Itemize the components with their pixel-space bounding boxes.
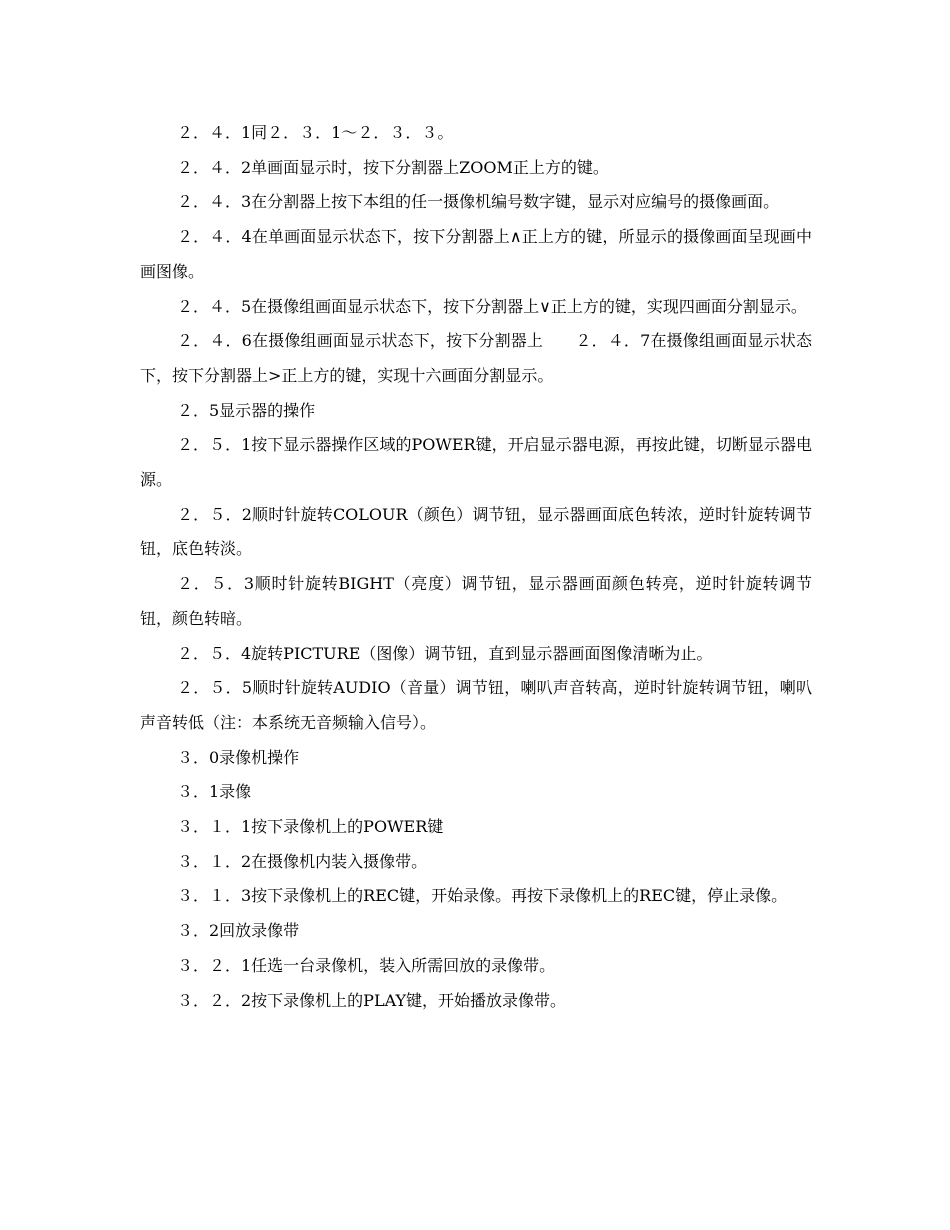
paragraph-2-5-4: ２．５．4旋转PICTURE（图像）调节钮，直到显示器画面图像清晰为止。 xyxy=(177,643,713,663)
section-heading-3-1: ３．1录像 xyxy=(177,782,252,802)
section-heading-3-0: ３．0录像机操作 xyxy=(177,747,300,767)
paragraph-2-4-6: ２．４．6在摄像组画面显示状态下，按下分割器上 ２．４．7在摄像组画面显示状态下，按下分割器上>正上方的键，实现十六画面分割显示。 xyxy=(140,331,812,385)
paragraph-3-1-1: ３．１．1按下录像机上的POWER键 xyxy=(177,817,444,837)
paragraph-3-1-3: ３．１．3按下录像机上的REC键，开始录像。再按下录像机上的REC键，停止录像。 xyxy=(177,886,788,906)
paragraph-3-2-1: ３．２．1任选一台录像机，装入所需回放的录像带。 xyxy=(177,955,556,975)
paragraph-2-4-5: ２．４．5在摄像组画面显示状态下，按下分割器上∨正上方的键，实现四画面分割显示。 xyxy=(177,296,807,316)
paragraph-2-4-3: ２．４．3在分割器上按下本组的任一摄像机编号数字键，显示对应编号的摄像画面。 xyxy=(177,192,780,212)
paragraph-2-5-5: ２．５．5顺时针旋转AUDIO（音量）调节钮，喇叭声音转高，逆时针旋转调节钮，喇叭声音转低（注：本系统无音频输入信号）。 xyxy=(140,678,812,732)
paragraph-2-5-3: ２．５．3顺时针旋转BIGHT（亮度）调节钮，显示器画面颜色转亮，逆时针旋转调节钮，颜色转暗。 xyxy=(140,574,812,628)
paragraph-3-1-2: ３．１．2在摄像机内装入摄像带。 xyxy=(177,851,428,871)
section-heading-3-2: ３．2回放录像带 xyxy=(177,921,300,941)
paragraph-2-4-2: ２．４．2单画面显示时，按下分割器上ZOOM正上方的键。 xyxy=(177,157,609,177)
paragraph-2-4-1: ２．４．1同２．３．1～２．３．３。 xyxy=(177,123,454,142)
paragraph-2-5-1: ２．５．1按下显示器操作区域的POWER键，开启显示器电源，再按此键，切断显示器电源。 xyxy=(140,435,812,490)
paragraph-2-5-2: ２．５．2顺时针旋转COLOUR（颜色）调节钮，显示器画面底色转浓，逆时针旋转调节钮，底色转淡。 xyxy=(140,504,812,559)
section-heading-2-5: ２．5显示器的操作 xyxy=(177,400,316,420)
paragraph-3-2-2: ３．２．2按下录像机上的PLAY键，开始播放录像带。 xyxy=(177,990,567,1010)
document-body xyxy=(140,116,812,1018)
paragraph-2-4-4: ２．４．4在单画面显示状态下，按下分割器上∧正上方的键，所显示的摄像画面呈现画中画图像。 xyxy=(140,227,812,281)
